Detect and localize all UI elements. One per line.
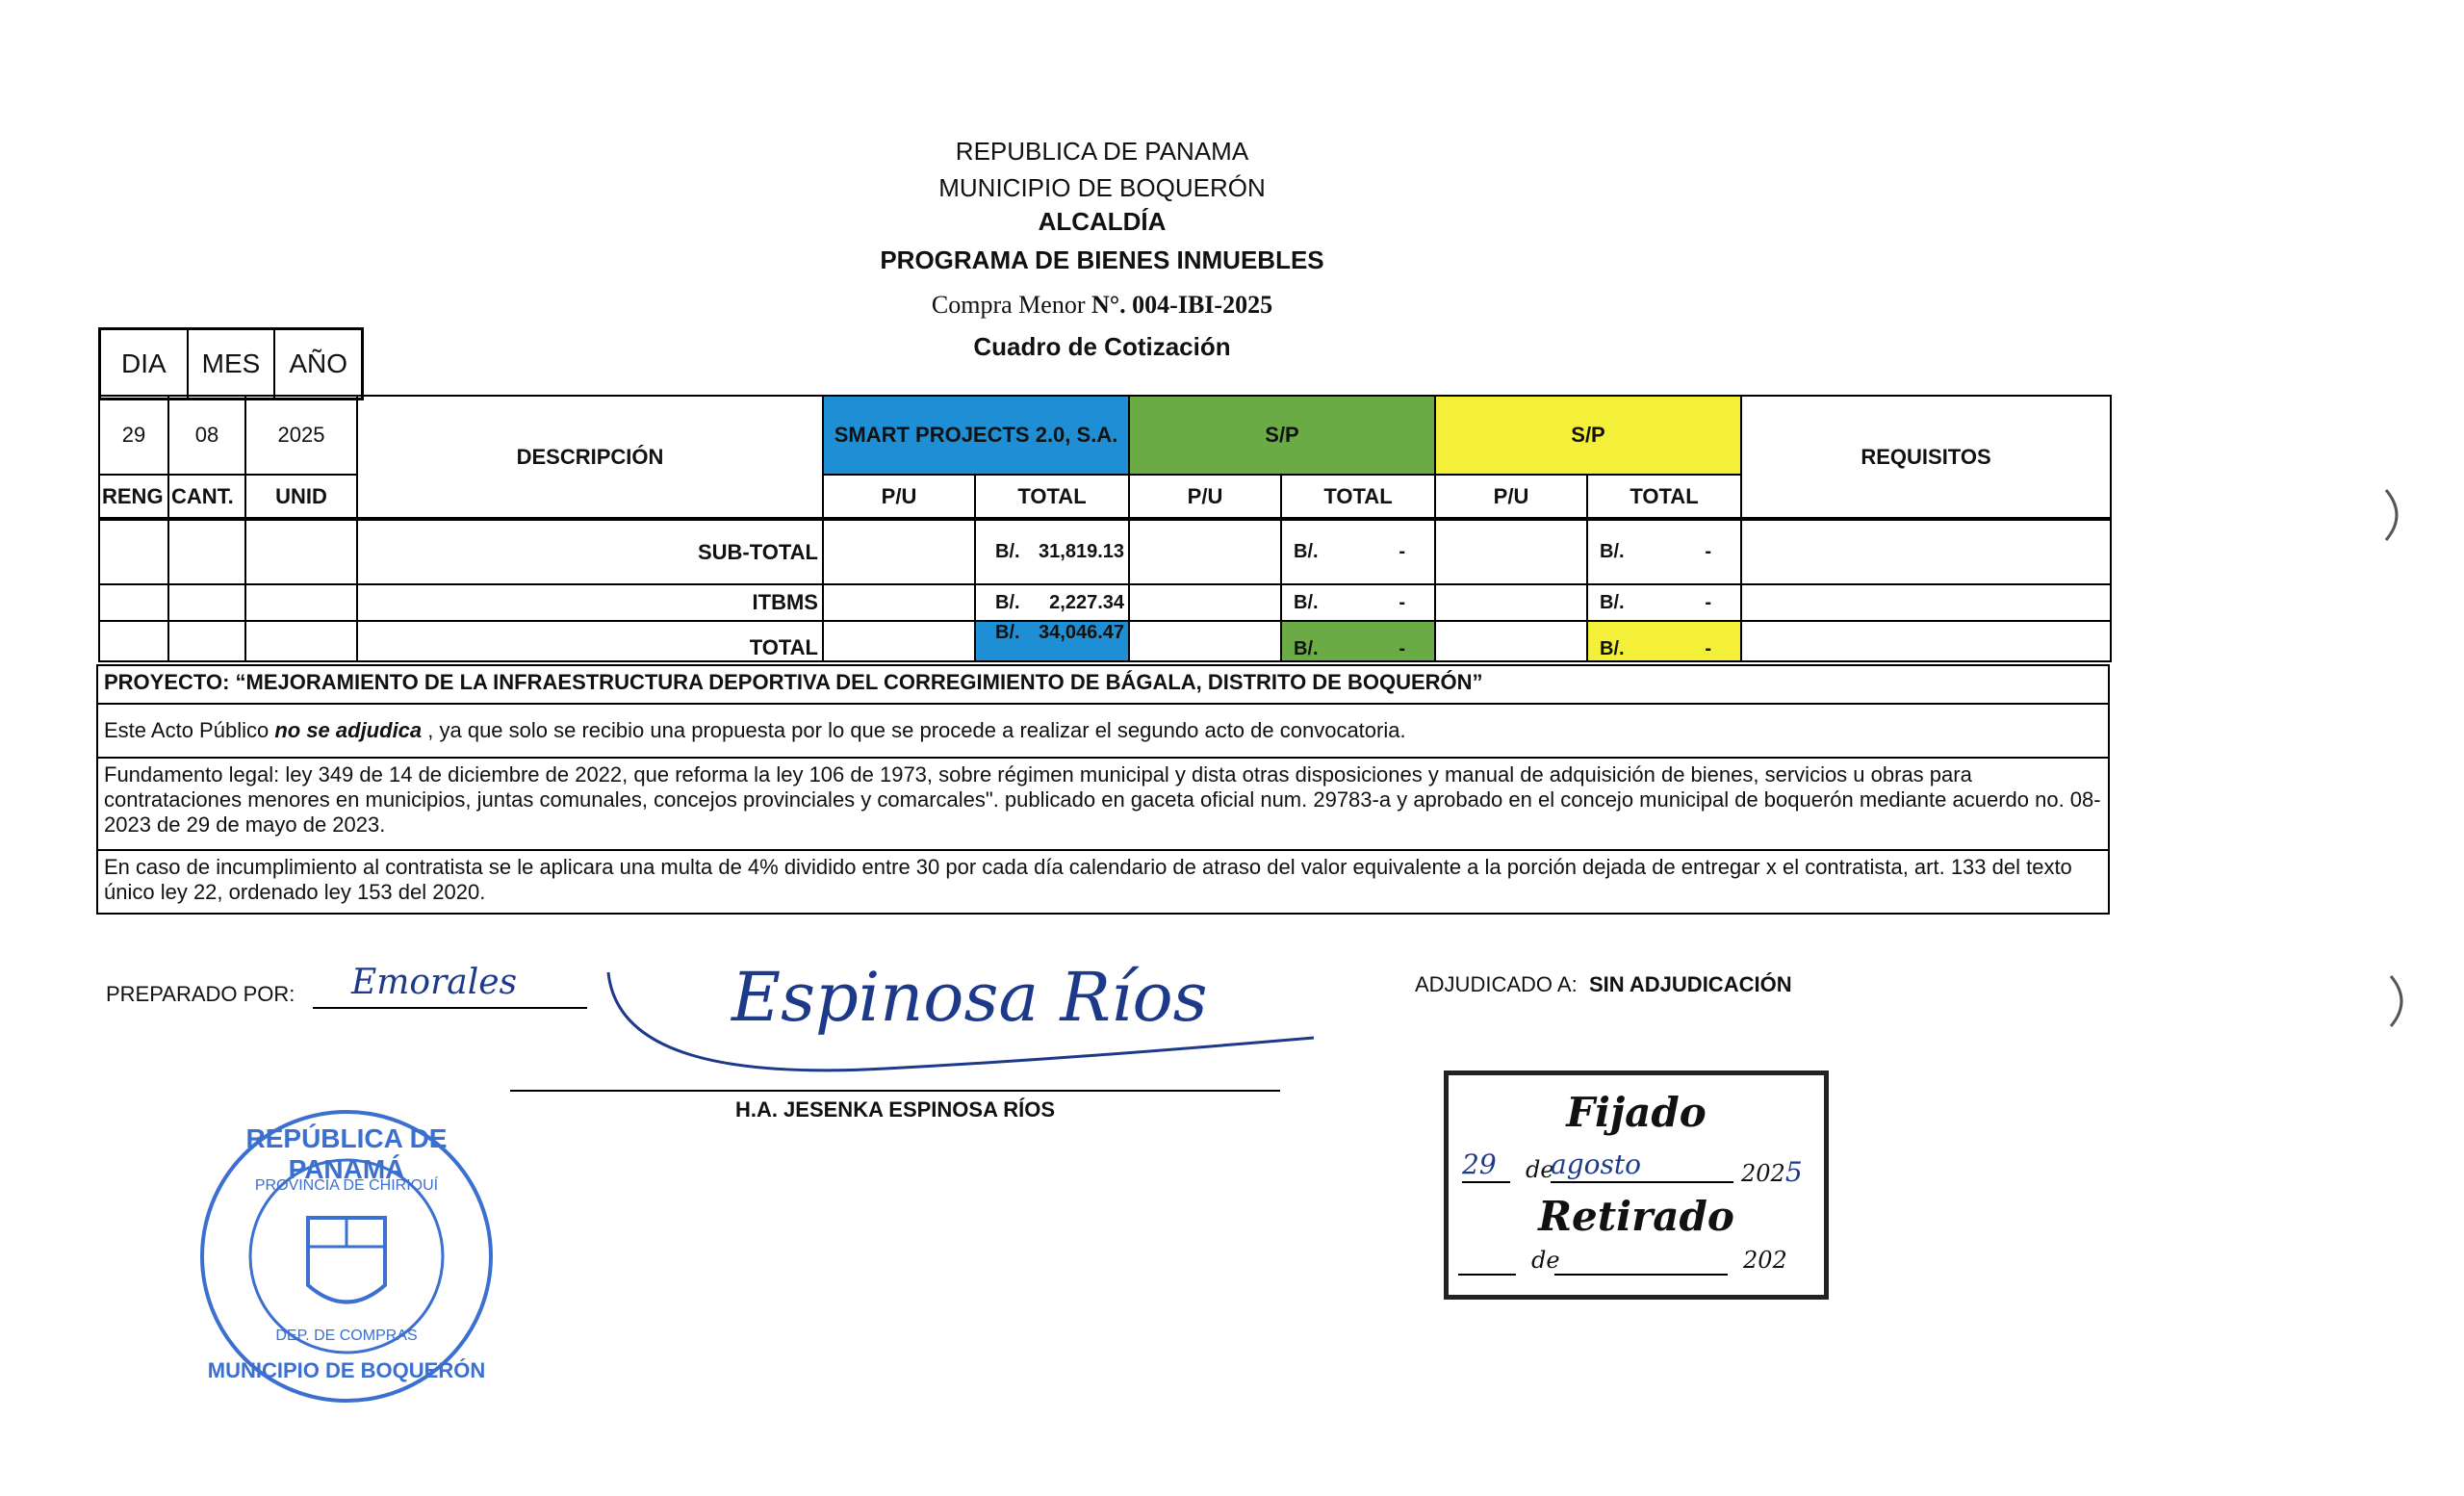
row-label: TOTAL <box>357 621 823 661</box>
adjudicado-label: ADJUDICADO A: <box>1415 972 1578 996</box>
anio-value: 2025 <box>245 396 357 475</box>
fijado-title: Fijado <box>1566 1089 1707 1136</box>
row-label: SUB-TOTAL <box>357 519 823 584</box>
binder-hole-mark <box>2387 972 2416 1030</box>
adjudicado-line <box>1415 972 1792 997</box>
cuadro-title: Cuadro de Cotización <box>973 332 1231 361</box>
amount-cell: B/. - <box>1294 591 1405 613</box>
vendor-1-header: SMART PROJECTS 2.0, S.A. <box>823 396 1129 475</box>
unid-header: UNID <box>245 475 357 519</box>
amount-cell: B/. 31,819.13 <box>995 541 1124 562</box>
amount-cell: B/. - <box>1600 541 1711 562</box>
signer-name: H.A. JESENKA ESPINOSA RÍOS <box>734 1097 1056 1122</box>
total-header-3: TOTAL <box>1587 475 1741 519</box>
multa-text: En caso de incumplimiento al contratista se le aplicara una multa de 4% dividido entre 30 por cada día calendario de atraso del valor equivalente a la porción dejada de entregar x el contratista, art. 133 del texto único ley 22, ordenado ley 153 del 2020. <box>97 850 2109 914</box>
header-alcaldia: ALCALDÍA <box>1038 207 1167 236</box>
total-header-1: TOTAL <box>975 475 1129 519</box>
retirado-month-blank <box>1554 1245 1728 1276</box>
requisitos-header: REQUISITOS <box>1741 396 2111 519</box>
compra-prefix: Compra Menor <box>931 291 1091 319</box>
header-programa: PROGRAMA DE BIENES INMUEBLES <box>880 245 1324 274</box>
table-row <box>99 519 2111 584</box>
preparado-signature-line <box>313 963 587 1009</box>
vendor-2-header: S/P <box>1129 396 1435 475</box>
fijado-stamp <box>1444 1070 1829 1300</box>
binder-hole-mark <box>2382 486 2411 544</box>
pu-header-2: P/U <box>1129 475 1281 519</box>
amount-cell: B/. - <box>1600 638 1711 659</box>
table-row <box>99 584 2111 621</box>
date-label-box <box>98 327 364 400</box>
amount-cell: B/. - <box>1294 541 1405 562</box>
pu-header-1: P/U <box>823 475 975 519</box>
retirado-year: 202 <box>1743 1247 1787 1274</box>
seal-inner-text: PROVINCIA DE CHIRIQUÍ <box>254 1177 439 1194</box>
descripcion-header: DESCRIPCIÓN <box>357 396 823 519</box>
seal-bottom-text: MUNICIPIO DE BOQUERÓN <box>207 1358 486 1382</box>
signer-line <box>510 1088 1280 1092</box>
amount-cell: B/. - <box>1294 638 1405 659</box>
total-header-2: TOTAL <box>1281 475 1435 519</box>
amount-cell: B/. 34,046.47 <box>995 622 1124 643</box>
preparado-label: PREPARADO POR: <box>106 982 295 1006</box>
fijado-day: 29 <box>1462 1148 1510 1183</box>
retirado-title: Retirado <box>1538 1193 1734 1240</box>
header-republica: REPUBLICA DE PANAMA <box>955 137 1249 166</box>
reng-header: RENG <box>99 475 168 519</box>
mes-value: 08 <box>168 396 245 475</box>
compra-menor-line <box>0 291 2204 320</box>
quotation-table <box>98 395 2112 662</box>
municipal-seal-icon <box>192 1102 500 1410</box>
dia-label: DIA <box>101 330 189 398</box>
notes-table <box>96 664 2110 915</box>
preparado-signature: Emorales <box>351 963 518 1002</box>
cant-header: CANT. <box>168 475 245 519</box>
amount-cell: B/. - <box>1600 591 1711 613</box>
adjudicado-value: SIN ADJUDICACIÓN <box>1588 972 1792 996</box>
fijado-year: 2025 <box>1741 1156 1803 1188</box>
pu-header-3: P/U <box>1435 475 1587 519</box>
dia-value: 29 <box>99 396 168 475</box>
table-row <box>99 621 2111 661</box>
retirado-de: de <box>1531 1247 1560 1274</box>
header-municipio: MUNICIPIO DE BOQUERÓN <box>938 173 1266 202</box>
seal-top-text: REPÚBLICA DE PANAMÁ <box>245 1123 448 1184</box>
proyecto-text: PROYECTO: “MEJORAMIENTO DE LA INFRAESTRUCTURA DEPORTIVA DEL CORREGIMIENTO DE BÁGALA, DISTRITO DE BOQUERÓN” <box>97 665 2109 704</box>
fijado-date-line <box>1462 1148 1809 1189</box>
fijado-month: agosto <box>1551 1148 1733 1183</box>
signature-text: Espinosa Ríos <box>732 958 1208 1037</box>
compra-number: N°. 004-IBI-2025 <box>1091 291 1273 319</box>
anio-label: AÑO <box>289 348 348 378</box>
mes-label: MES <box>189 330 276 398</box>
retirado-day-blank <box>1458 1245 1516 1276</box>
row-label: ITBMS <box>357 584 823 621</box>
amount-cell: B/. 2,227.34 <box>995 591 1124 613</box>
seal-dept-text: DEP. DE COMPRAS <box>275 1328 418 1344</box>
acto-text: Este Acto Público no se adjudica , ya que solo se recibio una propuesta por lo que se procede a realizar el segundo acto de convocatoria. <box>97 704 2109 758</box>
fundamento-text: Fundamento legal: ley 349 de 14 de diciembre de 2022, que reforma la ley 106 de 1973, sobre régimen municipal y dista otras disposiciones y manual de adquisición de bienes, servicios u obras para contrataciones menores en municipios, juntas comunales, concejos provinciales y comarcales". publicado en gaceta oficial num. 29783-a y aprobado en el concejo municipal de boquerón mediante acuerdo no. 08-2023 de 29 de mayo de 2023. <box>97 758 2109 850</box>
vendor-3-header: S/P <box>1435 396 1741 475</box>
retirado-date-line <box>1458 1245 1805 1283</box>
fijado-de: de <box>1526 1156 1554 1183</box>
